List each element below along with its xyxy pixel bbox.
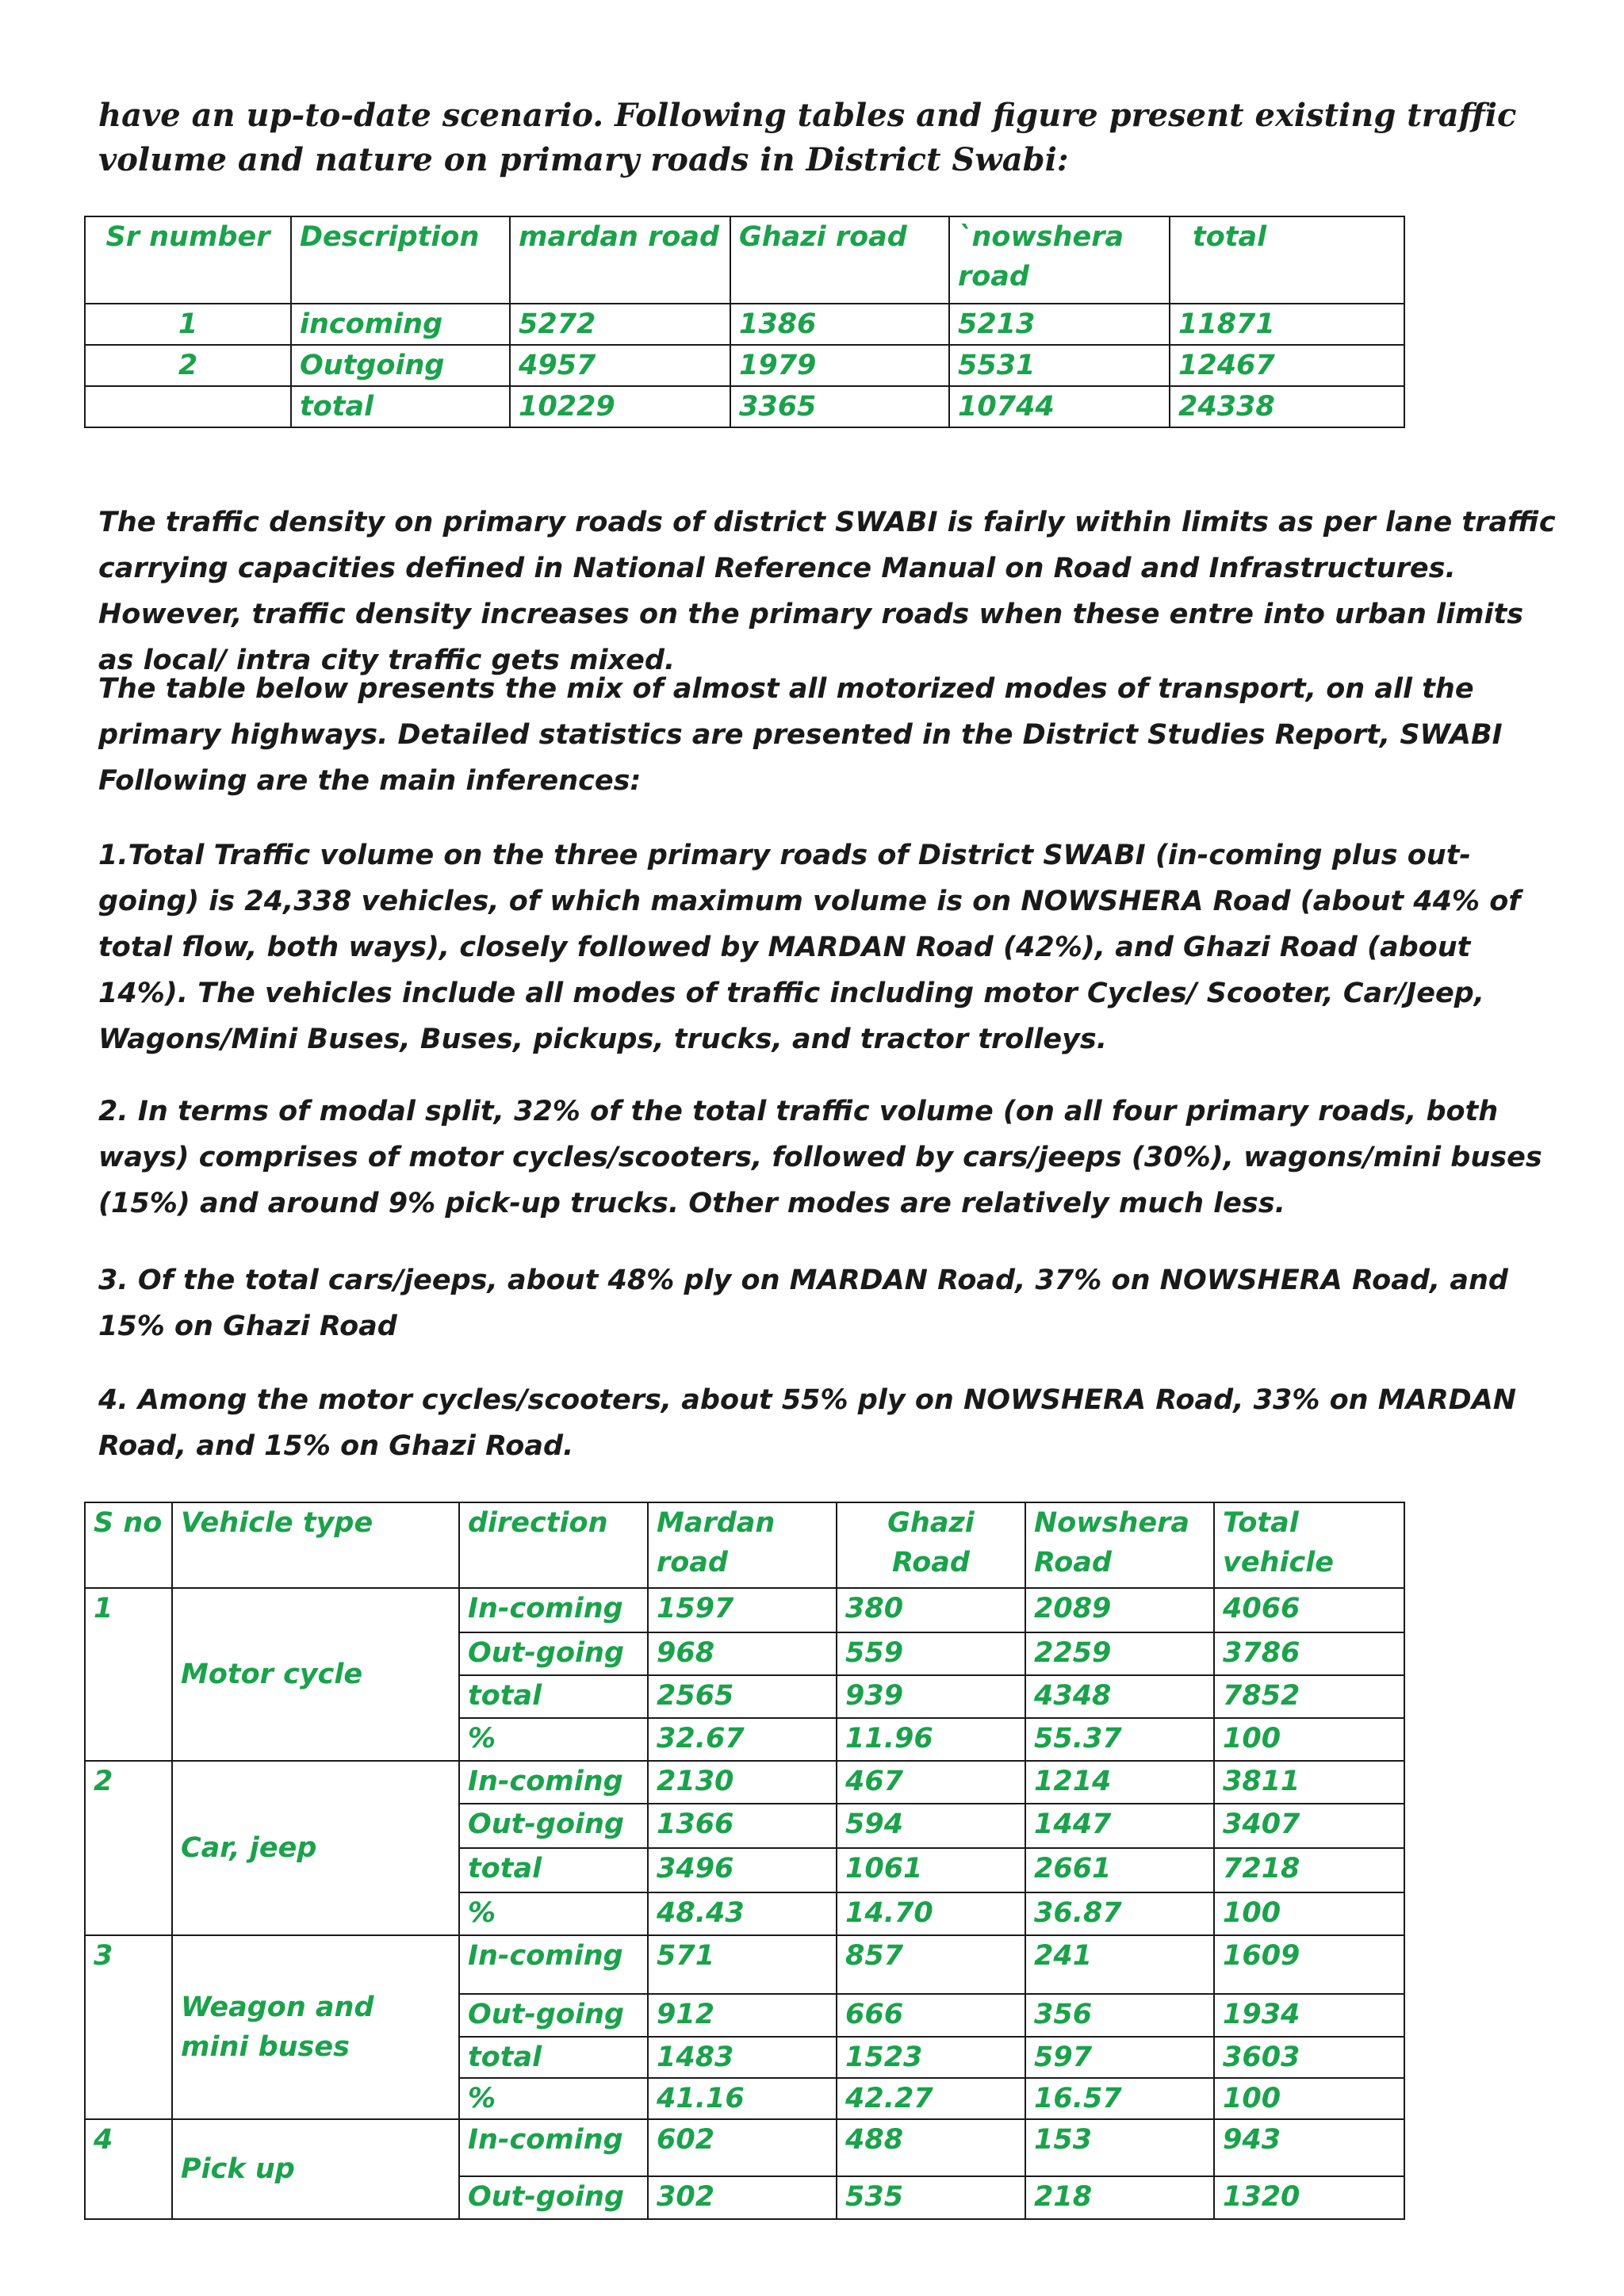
body-paragraph: The traffic density on primary roads of district SWABI is fairly within limits as per lane traffic carrying capacities defined in National Reference Manual on Road and Infrastructures. However, traffic density increases on the primary roads when these entre into urban limits as local/ intra city traffic gets mixed.: [98, 507, 1556, 676]
table-cell: 968: [648, 1632, 837, 1675]
table-cell: 5272: [510, 304, 730, 345]
header-cell: total: [1170, 216, 1404, 304]
table-cell: 597: [1025, 2037, 1214, 2078]
table-cell: 3365: [730, 386, 949, 427]
sno-cell: 2: [85, 1761, 172, 1935]
vehicle-type-cell: Car, jeep: [172, 1761, 459, 1935]
table-cell: 55.37: [1025, 1718, 1214, 1761]
table-cell: 153: [1025, 2119, 1214, 2176]
table-cell: 939: [837, 1675, 1025, 1718]
table-cell: 1597: [648, 1588, 837, 1632]
header-cell: Total vehicle: [1214, 1502, 1404, 1588]
table-cell: 1979: [730, 345, 949, 386]
vehicle-type-cell: Pick up: [172, 2119, 459, 2219]
table-cell: 356: [1025, 1994, 1214, 2037]
header-cell: Description: [291, 216, 510, 304]
table-cell: 488: [837, 2119, 1025, 2176]
table-cell: 1609: [1214, 1935, 1404, 1994]
table-cell: 16.57: [1025, 2078, 1214, 2119]
table-cell: 2565: [648, 1675, 837, 1718]
table-cell: 241: [1025, 1935, 1214, 1994]
table-cell: 5213: [949, 304, 1170, 345]
table-cell: 3786: [1214, 1632, 1404, 1675]
table-cell: %: [459, 1892, 648, 1935]
vehicle-type-table: [84, 1502, 1405, 2220]
table-cell: 857: [837, 1935, 1025, 1994]
table-cell: 302: [648, 2176, 837, 2219]
table-cell: 100: [1214, 1892, 1404, 1935]
table-cell: 571: [648, 1935, 837, 1994]
table-cell: 1366: [648, 1804, 837, 1848]
body-paragraph: 1.Total Traffic volume on the three primary roads of District SWABI (in-coming plus out-going) is 24,338 vehicles, of which maximum volume is on NOWSHERA Road (about 44% of total flow, both ways), closely followed by MARDAN Road (42%), and Ghazi Road (about 14%). The vehicles include all modes of traffic including motor Cycles/ Scooter, Car/Jeep, Wagons/Mini Buses, Buses, pickups, trucks, and tractor trolleys.: [98, 840, 1521, 1055]
table-cell: 3603: [1214, 2037, 1404, 2078]
table-cell: 535: [837, 2176, 1025, 2219]
table-cell: 7218: [1214, 1848, 1404, 1892]
table-header-row: [85, 1502, 1404, 1588]
header-cell: mardan road: [510, 216, 730, 304]
table-cell: 2089: [1025, 1588, 1214, 1632]
table-cell: 5531: [949, 345, 1170, 386]
table-cell: total: [459, 1848, 648, 1892]
header-cell: Sr number: [85, 216, 291, 304]
table-cell: 12467: [1170, 345, 1404, 386]
intro-paragraph: have an up-to-date scenario. Following tables and figure present existing traffic volume and nature on primary roads in District Swabi:: [98, 97, 1517, 178]
table-cell: 32.67: [648, 1718, 837, 1761]
table-cell: 1523: [837, 2037, 1025, 2078]
traffic-volume-table: [84, 216, 1405, 428]
header-cell: direction: [459, 1502, 648, 1588]
sno-cell: 3: [85, 1935, 172, 2119]
table-cell: 666: [837, 1994, 1025, 2037]
table-row: [85, 2119, 1404, 2176]
sno-cell: 4: [85, 2119, 172, 2219]
table-cell: In-coming: [459, 2119, 648, 2176]
table-cell: 7852: [1214, 1675, 1404, 1718]
table-row: [85, 304, 1404, 345]
table-row: [85, 1761, 1404, 1804]
header-cell: Nowshera Road: [1025, 1502, 1214, 1588]
table-cell: 100: [1214, 2078, 1404, 2119]
body-paragraph: The table below presents the mix of almost all motorized modes of transport, on all the primary highways. Detailed statistics are presented in the District Studies Report, SWABI Following are the main inferences:: [98, 673, 1503, 797]
table-cell: 1320: [1214, 2176, 1404, 2219]
table-cell: 4348: [1025, 1675, 1214, 1718]
table-cell: 559: [837, 1632, 1025, 1675]
table-cell: 1386: [730, 304, 949, 345]
table-cell: 100: [1214, 1718, 1404, 1761]
body-paragraph: 4. Among the motor cycles/scooters, about 55% ply on NOWSHERA Road, 33% on MARDAN Road, and 15% on Ghazi Road.: [98, 1384, 1517, 1462]
table-cell: 10744: [949, 386, 1170, 427]
header-cell: Ghazi Road: [837, 1502, 1025, 1588]
table-cell: 3811: [1214, 1761, 1404, 1804]
table-cell: 41.16: [648, 2078, 837, 2119]
table-cell: 48.43: [648, 1892, 837, 1935]
table-cell: Out-going: [459, 2176, 648, 2219]
table-cell: 380: [837, 1588, 1025, 1632]
table-cell: total: [459, 2037, 648, 2078]
table-cell: 467: [837, 1761, 1025, 1804]
table-cell: 943: [1214, 2119, 1404, 2176]
table-cell: 3496: [648, 1848, 837, 1892]
table-cell: In-coming: [459, 1761, 648, 1804]
header-cell: Ghazi road: [730, 216, 949, 304]
table-cell: 4957: [510, 345, 730, 386]
header-cell: Vehicle type: [172, 1502, 459, 1588]
body-paragraph: 3. Of the total cars/jeeps, about 48% ply on MARDAN Road, 37% on NOWSHERA Road, and 15% on Ghazi Road: [98, 1265, 1508, 1342]
table-row: [85, 1935, 1404, 1994]
table-row: [85, 1588, 1404, 1632]
table-cell: Out-going: [459, 1994, 648, 2037]
table-cell: 11.96: [837, 1718, 1025, 1761]
table-cell: %: [459, 1718, 648, 1761]
table-cell: 14.70: [837, 1892, 1025, 1935]
table-cell: 36.87: [1025, 1892, 1214, 1935]
table-cell: incoming: [291, 304, 510, 345]
table-cell: 10229: [510, 386, 730, 427]
table-cell: In-coming: [459, 1935, 648, 1994]
table-cell: Out-going: [459, 1632, 648, 1675]
table-cell: 2130: [648, 1761, 837, 1804]
table-cell: 1: [85, 304, 291, 345]
table-cell: 594: [837, 1804, 1025, 1848]
vehicle-type-cell: Weagon and mini buses: [172, 1935, 459, 2119]
header-cell: `nowshera road: [949, 216, 1170, 304]
vehicle-type-cell: Motor cycle: [172, 1588, 459, 1761]
sno-cell: 1: [85, 1588, 172, 1761]
table-cell: 24338: [1170, 386, 1404, 427]
table-cell: Out-going: [459, 1804, 648, 1848]
table-cell: total: [291, 386, 510, 427]
table-cell: total: [459, 1675, 648, 1718]
table-cell: 218: [1025, 2176, 1214, 2219]
table-cell: In-coming: [459, 1588, 648, 1632]
table-cell: 3407: [1214, 1804, 1404, 1848]
header-cell: S no: [85, 1502, 172, 1588]
table-cell: 912: [648, 1994, 837, 2037]
table-cell: Outgoing: [291, 345, 510, 386]
table-row: [85, 386, 1404, 427]
table-cell: [85, 386, 291, 427]
table-cell: 1934: [1214, 1994, 1404, 2037]
table-cell: 4066: [1214, 1588, 1404, 1632]
table-cell: 11871: [1170, 304, 1404, 345]
table-cell: 2661: [1025, 1848, 1214, 1892]
body-paragraph: 2. In terms of modal split, 32% of the total traffic volume (on all four primary roads, both ways) comprises of motor cycles/scooters, followed by cars/jeeps (30%), wagons/mini buses (15%) and around 9% pick-up trucks. Other modes are relatively much less.: [98, 1096, 1542, 1219]
table-cell: 2: [85, 345, 291, 386]
table-cell: 1214: [1025, 1761, 1214, 1804]
table-cell: 42.27: [837, 2078, 1025, 2119]
table-cell: 602: [648, 2119, 837, 2176]
table-row: [85, 345, 1404, 386]
table-cell: 1447: [1025, 1804, 1214, 1848]
table-header-row: [85, 216, 1404, 304]
table-cell: 1061: [837, 1848, 1025, 1892]
table-cell: %: [459, 2078, 648, 2119]
header-cell: Mardan road: [648, 1502, 837, 1588]
table-cell: 2259: [1025, 1632, 1214, 1675]
table-cell: 1483: [648, 2037, 837, 2078]
